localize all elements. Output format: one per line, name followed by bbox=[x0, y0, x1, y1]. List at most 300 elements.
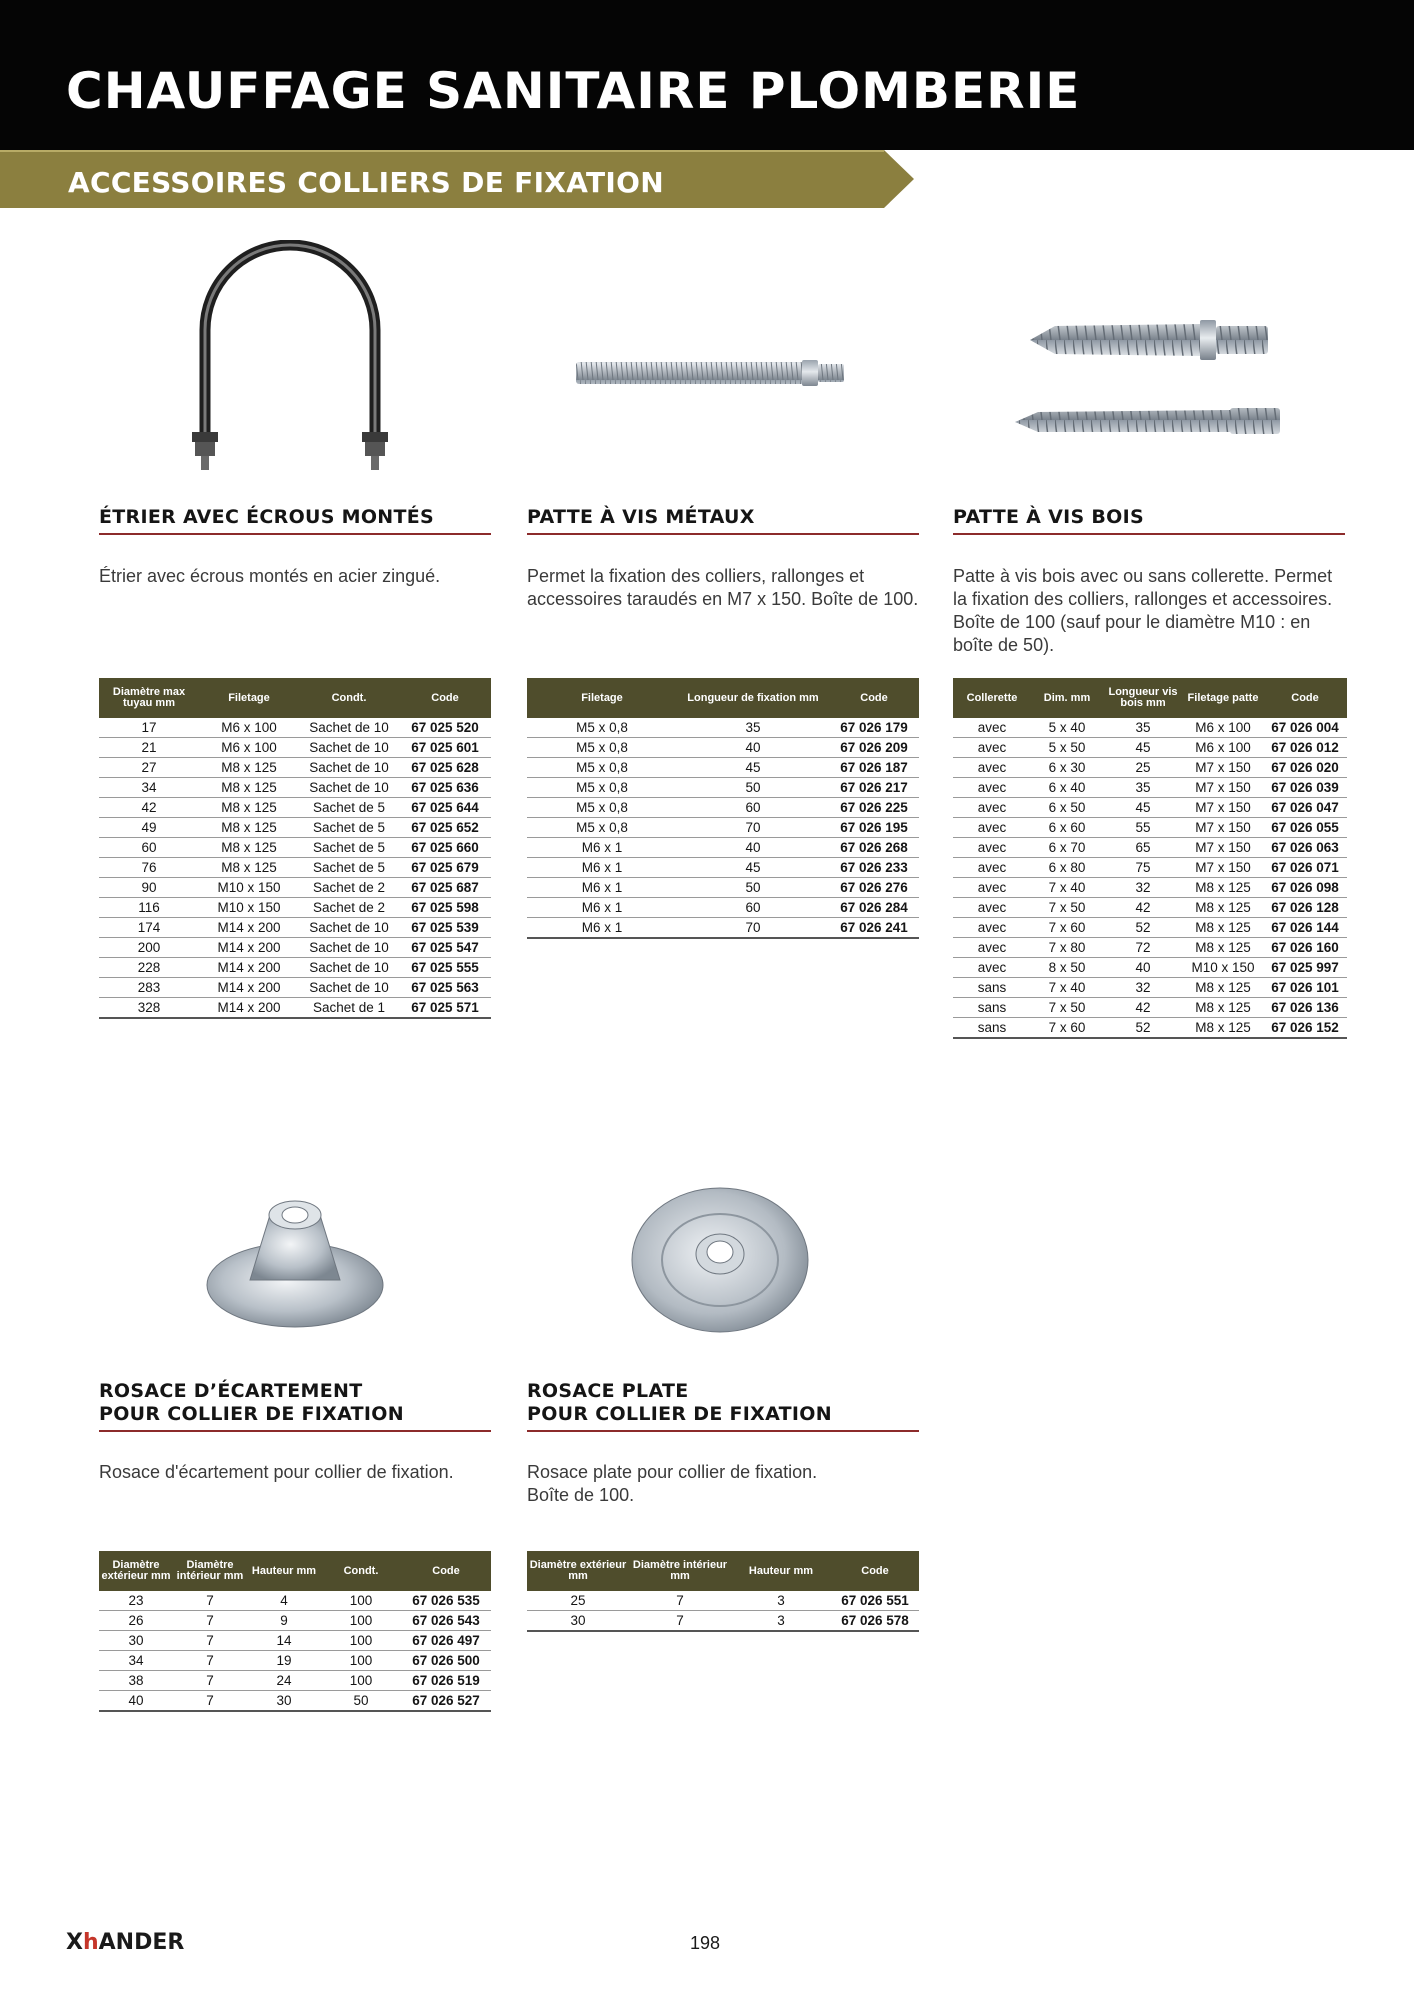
table-cell: 7 bbox=[173, 1691, 247, 1712]
section-band-highlight bbox=[0, 150, 884, 152]
table-row bbox=[99, 798, 491, 818]
product-code: 67 026 500 bbox=[401, 1651, 491, 1671]
table-cell: 76 bbox=[99, 858, 199, 878]
table-row bbox=[99, 878, 491, 898]
table-row bbox=[527, 718, 919, 738]
table-cell: 40 bbox=[677, 738, 829, 758]
table-cell: avec bbox=[953, 958, 1031, 978]
product-code: 67 026 128 bbox=[1263, 898, 1347, 918]
table-cell: 72 bbox=[1103, 938, 1183, 958]
table-cell: M6 x 1 bbox=[527, 838, 677, 858]
product-code: 67 026 144 bbox=[1263, 918, 1347, 938]
table-cell: 5 x 40 bbox=[1031, 718, 1103, 738]
table-cell: 42 bbox=[1103, 998, 1183, 1018]
table-cell: 7 x 50 bbox=[1031, 898, 1103, 918]
table-cell: M6 x 100 bbox=[1183, 718, 1263, 738]
table-cell: Sachet de 10 bbox=[299, 918, 399, 938]
table-cell: M7 x 150 bbox=[1183, 858, 1263, 878]
table-cell: avec bbox=[953, 758, 1031, 778]
col-header: Filetage bbox=[527, 678, 677, 718]
product-code: 67 026 160 bbox=[1263, 938, 1347, 958]
col-header: Filetage bbox=[199, 678, 299, 718]
heading-line: ROSACE D’ÉCARTEMENT bbox=[99, 1380, 363, 1402]
product-code: 67 026 071 bbox=[1263, 858, 1347, 878]
table-cell: Sachet de 10 bbox=[299, 738, 399, 758]
table-cell: 90 bbox=[99, 878, 199, 898]
table-cell: 3 bbox=[731, 1611, 831, 1632]
col-header: Hauteur mm bbox=[731, 1551, 831, 1591]
page-number: 198 bbox=[690, 1933, 721, 1953]
table-cell: 32 bbox=[1103, 978, 1183, 998]
table-cell: M8 x 125 bbox=[1183, 898, 1263, 918]
table-cell: 6 x 50 bbox=[1031, 798, 1103, 818]
table-cell: 60 bbox=[677, 798, 829, 818]
product-code: 67 026 519 bbox=[401, 1671, 491, 1691]
col-header: Code bbox=[831, 1551, 919, 1591]
table-cell: 6 x 30 bbox=[1031, 758, 1103, 778]
table-cell: M7 x 150 bbox=[1183, 798, 1263, 818]
table-cell: 60 bbox=[99, 838, 199, 858]
table-cell: 30 bbox=[527, 1611, 629, 1632]
table-cell: Sachet de 10 bbox=[299, 978, 399, 998]
table-row bbox=[953, 918, 1347, 938]
table-cell: 70 bbox=[677, 918, 829, 939]
desc-line: Boîte de 100. bbox=[527, 1485, 635, 1505]
table-cell: M8 x 125 bbox=[199, 858, 299, 878]
table-row bbox=[99, 718, 491, 738]
table-cell: 116 bbox=[99, 898, 199, 918]
product-code: 67 026 276 bbox=[829, 878, 919, 898]
table-cell: 45 bbox=[1103, 798, 1183, 818]
table-cell: 100 bbox=[321, 1611, 401, 1631]
table-cell: M6 x 100 bbox=[1183, 738, 1263, 758]
table-row bbox=[527, 818, 919, 838]
table-row bbox=[953, 878, 1347, 898]
table-row bbox=[953, 758, 1347, 778]
table-row bbox=[953, 718, 1347, 738]
table-cell: 35 bbox=[1103, 718, 1183, 738]
table-cell: avec bbox=[953, 818, 1031, 838]
table-cell: M8 x 125 bbox=[1183, 998, 1263, 1018]
table-row bbox=[99, 1591, 491, 1611]
table-cell: 7 bbox=[173, 1591, 247, 1611]
product-code: 67 026 217 bbox=[829, 778, 919, 798]
table-row bbox=[99, 898, 491, 918]
brand-logo bbox=[66, 1930, 184, 1955]
table-cell: avec bbox=[953, 738, 1031, 758]
table-body bbox=[953, 718, 1347, 1038]
table-cell: 7 x 80 bbox=[1031, 938, 1103, 958]
table-patte-bois bbox=[953, 678, 1347, 1039]
table-cell: 26 bbox=[99, 1611, 173, 1631]
table-cell: Sachet de 10 bbox=[299, 758, 399, 778]
col-header: Condt. bbox=[299, 678, 399, 718]
table-cell: 4 bbox=[247, 1591, 321, 1611]
col-header: Code bbox=[401, 1551, 491, 1591]
table-cell: 19 bbox=[247, 1651, 321, 1671]
table-cell: 42 bbox=[99, 798, 199, 818]
col-header: Code bbox=[1263, 678, 1347, 718]
table-cell: 100 bbox=[321, 1631, 401, 1651]
col-header: Code bbox=[399, 678, 491, 718]
table-row bbox=[527, 918, 919, 939]
table-rosace-ecartement bbox=[99, 1551, 491, 1712]
table-cell: Sachet de 5 bbox=[299, 858, 399, 878]
table-cell: 5 x 50 bbox=[1031, 738, 1103, 758]
table-cell: 55 bbox=[1103, 818, 1183, 838]
col-header: Filetage patte bbox=[1183, 678, 1263, 718]
product-code: 67 026 225 bbox=[829, 798, 919, 818]
table-cell: M6 x 100 bbox=[199, 718, 299, 738]
product-code: 67 026 012 bbox=[1263, 738, 1347, 758]
table-cell: 23 bbox=[99, 1591, 173, 1611]
product-code: 67 026 195 bbox=[829, 818, 919, 838]
table-cell: 25 bbox=[1103, 758, 1183, 778]
brand-prefix: X bbox=[66, 1930, 83, 1955]
col-header: Diamètre intérieur mm bbox=[629, 1551, 731, 1591]
table-row bbox=[953, 898, 1347, 918]
table-cell: avec bbox=[953, 778, 1031, 798]
table-cell: 7 bbox=[173, 1611, 247, 1631]
table-cell: 24 bbox=[247, 1671, 321, 1691]
product-code: 67 025 628 bbox=[399, 758, 491, 778]
table-cell: M8 x 125 bbox=[199, 818, 299, 838]
table-cell: 40 bbox=[677, 838, 829, 858]
table-row bbox=[99, 958, 491, 978]
table-cell: M8 x 125 bbox=[1183, 938, 1263, 958]
table-row bbox=[99, 858, 491, 878]
table-cell: avec bbox=[953, 938, 1031, 958]
table-cell: 100 bbox=[321, 1671, 401, 1691]
table-row bbox=[527, 778, 919, 798]
table-cell: 38 bbox=[99, 1671, 173, 1691]
table-cell: 7 bbox=[629, 1591, 731, 1611]
table-cell: M6 x 100 bbox=[199, 738, 299, 758]
table-cell: 34 bbox=[99, 778, 199, 798]
table-row bbox=[527, 898, 919, 918]
table-cell: 7 bbox=[629, 1611, 731, 1632]
table-row bbox=[527, 878, 919, 898]
table-cell: 21 bbox=[99, 738, 199, 758]
table-cell: 60 bbox=[677, 898, 829, 918]
table-cell: 7 x 40 bbox=[1031, 978, 1103, 998]
table-cell: 8 x 50 bbox=[1031, 958, 1103, 978]
table-row bbox=[99, 938, 491, 958]
col-header: Code bbox=[829, 678, 919, 718]
table-cell: M14 x 200 bbox=[199, 918, 299, 938]
col-header: Diamètre extérieur mm bbox=[99, 1551, 173, 1591]
table-cell: 52 bbox=[1103, 1018, 1183, 1039]
table-row bbox=[527, 858, 919, 878]
table-body bbox=[99, 718, 491, 1018]
table-cell: M7 x 150 bbox=[1183, 818, 1263, 838]
table-cell: M8 x 125 bbox=[1183, 1018, 1263, 1039]
table-row bbox=[953, 938, 1347, 958]
col-header: Hauteur mm bbox=[247, 1551, 321, 1591]
table-cell: avec bbox=[953, 898, 1031, 918]
table-cell: M7 x 150 bbox=[1183, 778, 1263, 798]
table-cell: 17 bbox=[99, 718, 199, 738]
table-row bbox=[99, 978, 491, 998]
table-row bbox=[99, 998, 491, 1019]
table-cell: 7 x 60 bbox=[1031, 918, 1103, 938]
table-cell: M7 x 150 bbox=[1183, 838, 1263, 858]
table-cell: 50 bbox=[677, 778, 829, 798]
col-header: Dim. mm bbox=[1031, 678, 1103, 718]
table-cell: sans bbox=[953, 1018, 1031, 1039]
table-cell: 283 bbox=[99, 978, 199, 998]
table-cell: M14 x 200 bbox=[199, 998, 299, 1019]
table-cell: 3 bbox=[731, 1591, 831, 1611]
table-cell: Sachet de 2 bbox=[299, 878, 399, 898]
table-cell: 25 bbox=[527, 1591, 629, 1611]
table-cell: 100 bbox=[321, 1651, 401, 1671]
table-cell: 27 bbox=[99, 758, 199, 778]
product-code: 67 025 679 bbox=[399, 858, 491, 878]
col-header: Condt. bbox=[321, 1551, 401, 1591]
table-row bbox=[99, 738, 491, 758]
product-code: 67 026 187 bbox=[829, 758, 919, 778]
table-cell: M5 x 0,8 bbox=[527, 778, 677, 798]
product-code: 67 026 497 bbox=[401, 1631, 491, 1651]
table-cell: 30 bbox=[247, 1691, 321, 1712]
col-header: Collerette bbox=[953, 678, 1031, 718]
product-code: 67 025 555 bbox=[399, 958, 491, 978]
product-heading-rosace-plate bbox=[527, 1380, 919, 1432]
table-cell: M10 x 150 bbox=[199, 898, 299, 918]
product-code: 67 026 101 bbox=[1263, 978, 1347, 998]
table-cell: Sachet de 10 bbox=[299, 958, 399, 978]
product-code: 67 025 997 bbox=[1263, 958, 1347, 978]
table-cell: M8 x 125 bbox=[1183, 978, 1263, 998]
table-cell: 75 bbox=[1103, 858, 1183, 878]
table-body bbox=[99, 1591, 491, 1711]
table-cell: M8 x 125 bbox=[1183, 918, 1263, 938]
product-desc-rosace-plate bbox=[527, 1461, 919, 1507]
table-row bbox=[527, 838, 919, 858]
table-cell: 6 x 60 bbox=[1031, 818, 1103, 838]
table-row bbox=[99, 838, 491, 858]
table-cell: 228 bbox=[99, 958, 199, 978]
table-cell: M8 x 125 bbox=[199, 798, 299, 818]
table-cell: avec bbox=[953, 918, 1031, 938]
table-cell: 35 bbox=[677, 718, 829, 738]
table-cell: 45 bbox=[677, 758, 829, 778]
table-cell: 9 bbox=[247, 1611, 321, 1631]
table-cell: Sachet de 10 bbox=[299, 718, 399, 738]
table-patte-metaux bbox=[527, 678, 919, 939]
table-cell: 7 x 50 bbox=[1031, 998, 1103, 1018]
table-cell: M7 x 150 bbox=[1183, 758, 1263, 778]
table-cell: 52 bbox=[1103, 918, 1183, 938]
table-cell: M5 x 0,8 bbox=[527, 738, 677, 758]
table-row bbox=[953, 798, 1347, 818]
table-cell: M6 x 1 bbox=[527, 878, 677, 898]
table-cell: Sachet de 1 bbox=[299, 998, 399, 1019]
table-row bbox=[953, 738, 1347, 758]
spacer-rosette-image bbox=[200, 1185, 390, 1335]
section-title: ACCESSOIRES COLLIERS DE FIXATION bbox=[68, 166, 664, 199]
product-code: 67 026 543 bbox=[401, 1611, 491, 1631]
product-code: 67 026 241 bbox=[829, 918, 919, 939]
product-code: 67 026 063 bbox=[1263, 838, 1347, 858]
table-row bbox=[99, 1631, 491, 1651]
product-code: 67 025 652 bbox=[399, 818, 491, 838]
table-cell: avec bbox=[953, 838, 1031, 858]
product-code: 67 026 578 bbox=[831, 1611, 919, 1632]
table-cell: 7 bbox=[173, 1631, 247, 1651]
table-row bbox=[99, 1611, 491, 1631]
table-cell: M8 x 125 bbox=[199, 838, 299, 858]
table-cell: sans bbox=[953, 978, 1031, 998]
table-row bbox=[99, 1671, 491, 1691]
table-cell: Sachet de 10 bbox=[299, 778, 399, 798]
table-cell: M5 x 0,8 bbox=[527, 818, 677, 838]
table-cell: 32 bbox=[1103, 878, 1183, 898]
table-cell: 6 x 40 bbox=[1031, 778, 1103, 798]
table-cell: M5 x 0,8 bbox=[527, 718, 677, 738]
product-desc-etrier: Étrier avec écrous montés en acier zingué. bbox=[99, 566, 441, 586]
heading-line: POUR COLLIER DE FIXATION bbox=[99, 1403, 404, 1425]
table-row bbox=[527, 1611, 919, 1632]
table-cell: 40 bbox=[99, 1691, 173, 1712]
table-cell: avec bbox=[953, 798, 1031, 818]
flat-rosette-image bbox=[625, 1180, 815, 1340]
table-cell: 6 x 80 bbox=[1031, 858, 1103, 878]
brand-suffix: ANDER bbox=[98, 1930, 185, 1955]
table-cell: Sachet de 5 bbox=[299, 818, 399, 838]
table-cell: M14 x 200 bbox=[199, 958, 299, 978]
product-code: 67 026 268 bbox=[829, 838, 919, 858]
table-cell: 45 bbox=[1103, 738, 1183, 758]
table-body bbox=[527, 718, 919, 938]
product-code: 67 026 136 bbox=[1263, 998, 1347, 1018]
col-header: Diamètre intérieur mm bbox=[173, 1551, 247, 1591]
table-cell: 35 bbox=[1103, 778, 1183, 798]
product-code: 67 026 055 bbox=[1263, 818, 1347, 838]
table-cell: M5 x 0,8 bbox=[527, 758, 677, 778]
table-cell: 200 bbox=[99, 938, 199, 958]
table-cell: 50 bbox=[677, 878, 829, 898]
table-row bbox=[99, 818, 491, 838]
table-cell: 65 bbox=[1103, 838, 1183, 858]
product-desc-patte-bois: Patte à vis bois avec ou sans collerette. Permet la fixation des colliers, rallonges et accessoires. Boîte de 100 (sauf pour le diamètre M10 : en boîte de 50). bbox=[953, 566, 1333, 655]
table-cell: Sachet de 5 bbox=[299, 798, 399, 818]
table-cell: 7 bbox=[173, 1651, 247, 1671]
table-cell: 70 bbox=[677, 818, 829, 838]
product-code: 67 026 047 bbox=[1263, 798, 1347, 818]
wood-screw-image bbox=[1010, 300, 1310, 450]
table-cell: 174 bbox=[99, 918, 199, 938]
table-row bbox=[953, 818, 1347, 838]
table-row bbox=[953, 858, 1347, 878]
table-row bbox=[527, 798, 919, 818]
table-row bbox=[953, 1018, 1347, 1039]
product-heading-patte-bois: PATTE À VIS BOIS bbox=[953, 506, 1345, 535]
product-heading-patte-metaux: PATTE À VIS MÉTAUX bbox=[527, 506, 919, 535]
table-cell: M14 x 200 bbox=[199, 938, 299, 958]
table-cell: M6 x 1 bbox=[527, 898, 677, 918]
product-code: 67 026 152 bbox=[1263, 1018, 1347, 1039]
product-code: 67 026 098 bbox=[1263, 878, 1347, 898]
table-cell: M8 x 125 bbox=[199, 778, 299, 798]
product-code: 67 025 539 bbox=[399, 918, 491, 938]
table-cell: 7 x 60 bbox=[1031, 1018, 1103, 1039]
product-code: 67 026 527 bbox=[401, 1691, 491, 1712]
table-row bbox=[99, 1651, 491, 1671]
product-code: 67 025 601 bbox=[399, 738, 491, 758]
u-bolt-image bbox=[170, 240, 410, 480]
table-row bbox=[527, 738, 919, 758]
product-heading-etrier: ÉTRIER AVEC ÉCROUS MONTÉS bbox=[99, 506, 491, 535]
table-cell: 42 bbox=[1103, 898, 1183, 918]
heading-line: ROSACE PLATE bbox=[527, 1380, 689, 1402]
table-row bbox=[99, 918, 491, 938]
table-row bbox=[953, 958, 1347, 978]
table-cell: 45 bbox=[677, 858, 829, 878]
table-cell: 40 bbox=[1103, 958, 1183, 978]
product-code: 67 025 598 bbox=[399, 898, 491, 918]
product-code: 67 025 547 bbox=[399, 938, 491, 958]
product-heading-rosace-ecartement bbox=[99, 1380, 491, 1432]
product-code: 67 026 020 bbox=[1263, 758, 1347, 778]
table-row bbox=[99, 758, 491, 778]
table-cell: M6 x 1 bbox=[527, 858, 677, 878]
product-code: 67 025 687 bbox=[399, 878, 491, 898]
table-row bbox=[99, 778, 491, 798]
table-cell: 7 bbox=[173, 1671, 247, 1691]
table-rosace-plate bbox=[527, 1551, 919, 1632]
table-row bbox=[953, 778, 1347, 798]
table-cell: 14 bbox=[247, 1631, 321, 1651]
table-cell: 7 x 40 bbox=[1031, 878, 1103, 898]
product-code: 67 025 644 bbox=[399, 798, 491, 818]
product-desc-rosace-ecartement: Rosace d'écartement pour collier de fixation. bbox=[99, 1462, 454, 1482]
table-cell: 30 bbox=[99, 1631, 173, 1651]
product-code: 67 025 520 bbox=[399, 718, 491, 738]
table-cell: M8 x 125 bbox=[199, 758, 299, 778]
table-cell: 49 bbox=[99, 818, 199, 838]
table-etrier bbox=[99, 678, 491, 1019]
product-code: 67 026 551 bbox=[831, 1591, 919, 1611]
table-cell: Sachet de 5 bbox=[299, 838, 399, 858]
product-code: 67 025 660 bbox=[399, 838, 491, 858]
table-row bbox=[99, 1691, 491, 1712]
table-cell: M10 x 150 bbox=[1183, 958, 1263, 978]
heading-line: POUR COLLIER DE FIXATION bbox=[527, 1403, 832, 1425]
table-cell: M8 x 125 bbox=[1183, 878, 1263, 898]
product-code: 67 026 535 bbox=[401, 1591, 491, 1611]
table-cell: Sachet de 10 bbox=[299, 938, 399, 958]
table-row bbox=[953, 998, 1347, 1018]
table-cell: sans bbox=[953, 998, 1031, 1018]
brand-accent: h bbox=[82, 1930, 99, 1955]
product-code: 67 026 284 bbox=[829, 898, 919, 918]
product-code: 67 025 636 bbox=[399, 778, 491, 798]
table-cell: avec bbox=[953, 858, 1031, 878]
product-code: 67 026 039 bbox=[1263, 778, 1347, 798]
product-code: 67 026 004 bbox=[1263, 718, 1347, 738]
product-code: 67 025 571 bbox=[399, 998, 491, 1019]
table-cell: 50 bbox=[321, 1691, 401, 1712]
table-body bbox=[527, 1591, 919, 1631]
desc-line: Rosace plate pour collier de fixation. bbox=[527, 1462, 818, 1482]
table-cell: M14 x 200 bbox=[199, 978, 299, 998]
col-header: Longueur de fixation mm bbox=[677, 678, 829, 718]
col-header: Diamètre max tuyau mm bbox=[99, 678, 199, 718]
table-cell: Sachet de 2 bbox=[299, 898, 399, 918]
product-code: 67 026 209 bbox=[829, 738, 919, 758]
